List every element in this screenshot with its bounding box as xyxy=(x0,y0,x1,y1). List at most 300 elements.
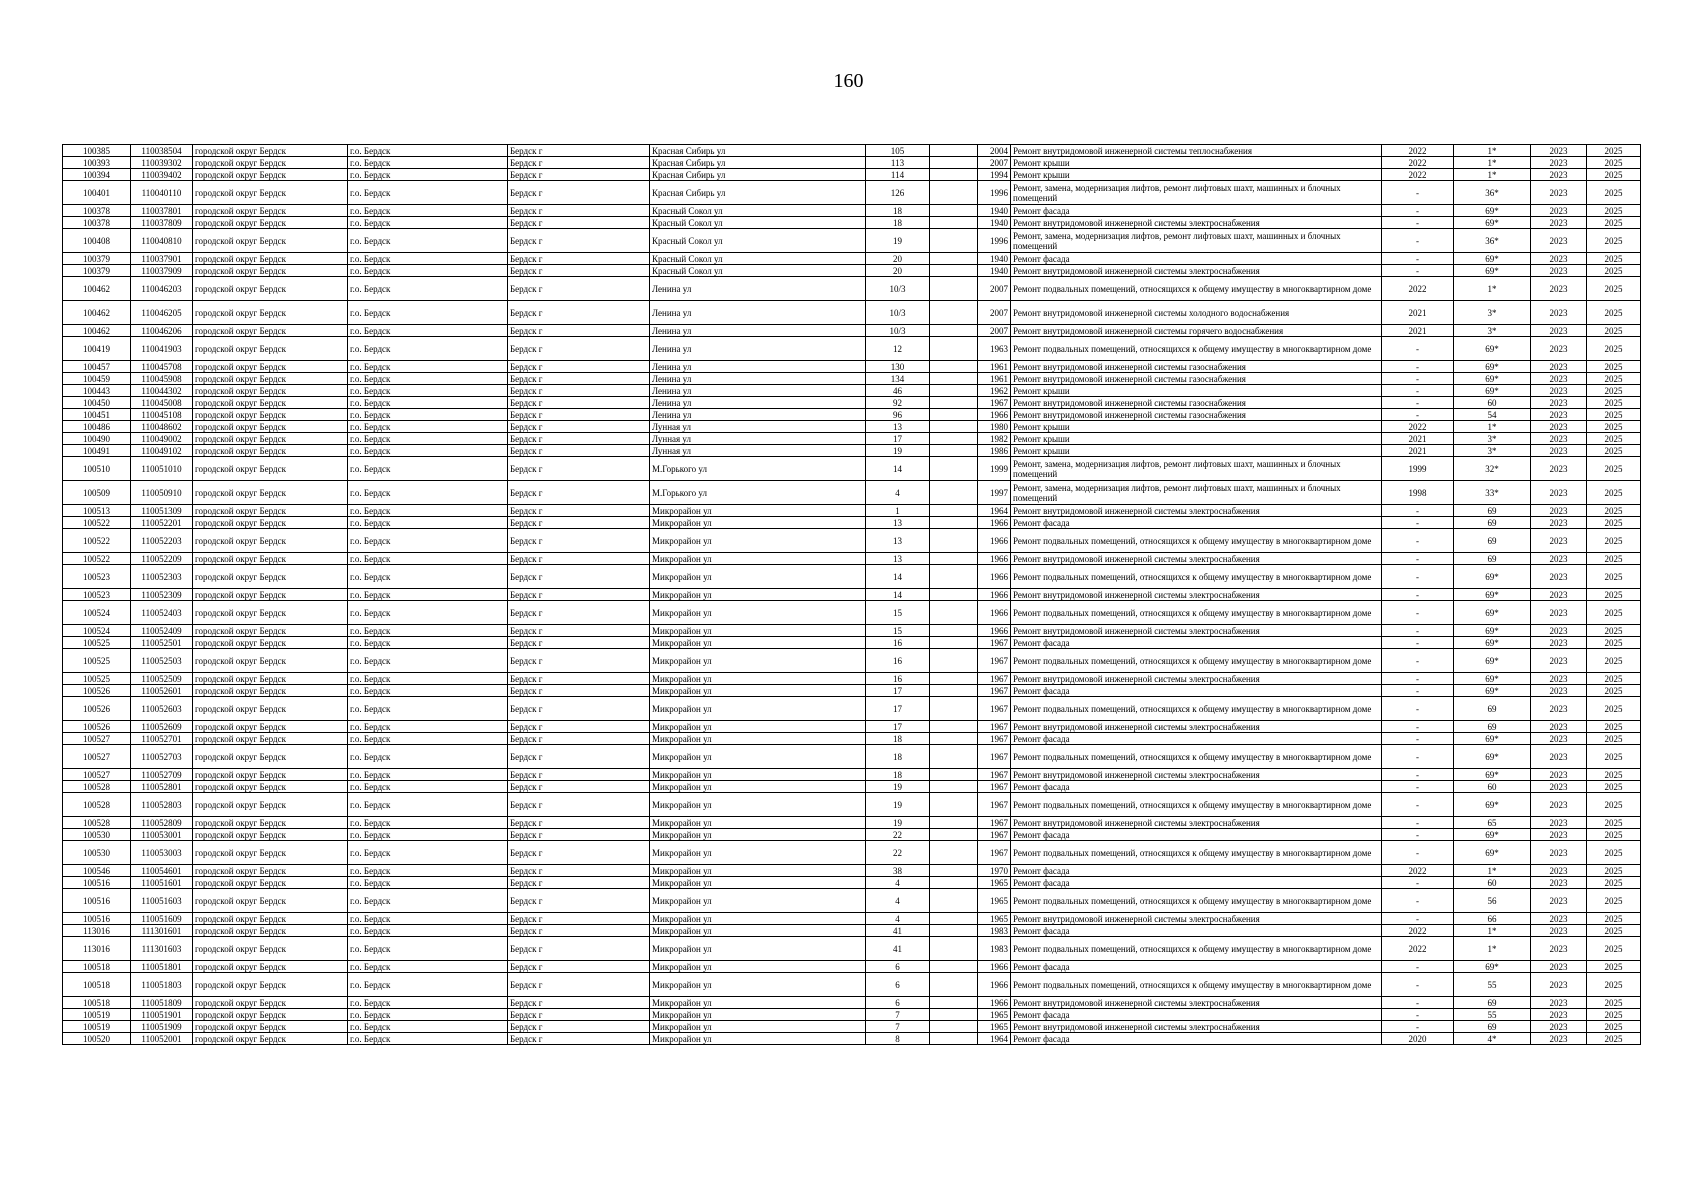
cell-city: Бердск г xyxy=(508,457,650,481)
cell-year-built: 1967 xyxy=(978,769,1011,781)
cell-end-year: 2025 xyxy=(1587,517,1641,529)
cell-work-id: 111301603 xyxy=(131,937,193,961)
cell-work-type: Ремонт внутридомовой инженерной системы горячего водоснабжения xyxy=(1011,325,1382,337)
cell-street: Ленина ул xyxy=(650,361,866,373)
cell-start-year: 2023 xyxy=(1531,793,1587,817)
cell-street: М.Горького ул xyxy=(650,481,866,505)
cell-work-type: Ремонт подвальных помещений, относящихся к общему имуществу в многоквартирном доме xyxy=(1011,337,1382,361)
cell-street: Ленина ул xyxy=(650,337,866,361)
cell-municipality: городской округ Бердск xyxy=(193,157,348,169)
cell-settlement: г.о. Бердск xyxy=(348,169,508,181)
cell-settlement: г.о. Бердск xyxy=(348,361,508,373)
cell-priority: 69* xyxy=(1454,565,1531,589)
cell-work-id: 110051609 xyxy=(131,913,193,925)
cell-year-built: 1966 xyxy=(978,565,1011,589)
table-row xyxy=(63,505,1641,517)
cell-end-year: 2025 xyxy=(1587,373,1641,385)
cell-settlement: г.о. Бердск xyxy=(348,301,508,325)
cell-house-number: 16 xyxy=(866,673,930,685)
cell-end-year: 2025 xyxy=(1587,433,1641,445)
cell-start-year: 2023 xyxy=(1531,517,1587,529)
cell-street: Ленина ул xyxy=(650,277,866,301)
cell-priority: 69 xyxy=(1454,553,1531,565)
table-row xyxy=(63,697,1641,721)
cell-city: Бердск г xyxy=(508,1033,650,1045)
cell-municipality: городской округ Бердск xyxy=(193,397,348,409)
cell-start-year: 2023 xyxy=(1531,697,1587,721)
cell-house-number: 17 xyxy=(866,697,930,721)
cell-work-id: 110037901 xyxy=(131,253,193,265)
cell-end-year: 2025 xyxy=(1587,997,1641,1009)
cell-settlement: г.о. Бердск xyxy=(348,373,508,385)
cell-work-type: Ремонт подвальных помещений, относящихся к общему имуществу в многоквартирном доме xyxy=(1011,973,1382,997)
cell-last-repair-year: 2022 xyxy=(1382,145,1454,157)
cell-start-year: 2023 xyxy=(1531,277,1587,301)
cell-priority: 69* xyxy=(1454,745,1531,769)
cell-priority: 69* xyxy=(1454,637,1531,649)
cell-work-id: 110053001 xyxy=(131,829,193,841)
cell-house-number: 18 xyxy=(866,205,930,217)
cell-street: Микрорайон ул xyxy=(650,505,866,517)
cell-city: Бердск г xyxy=(508,373,650,385)
cell-municipality: городской округ Бердск xyxy=(193,673,348,685)
cell-building xyxy=(930,673,978,685)
cell-end-year: 2025 xyxy=(1587,733,1641,745)
cell-work-id: 110046205 xyxy=(131,301,193,325)
cell-last-repair-year: - xyxy=(1382,229,1454,253)
cell-start-year: 2023 xyxy=(1531,913,1587,925)
cell-building xyxy=(930,553,978,565)
cell-end-year: 2025 xyxy=(1587,1033,1641,1045)
table-row xyxy=(63,217,1641,229)
cell-house-id: 100519 xyxy=(63,1021,131,1033)
table-row xyxy=(63,433,1641,445)
cell-municipality: городской округ Бердск xyxy=(193,841,348,865)
table-row xyxy=(63,565,1641,589)
cell-house-number: 13 xyxy=(866,553,930,565)
cell-work-type: Ремонт подвальных помещений, относящихся к общему имуществу в многоквартирном доме xyxy=(1011,649,1382,673)
cell-settlement: г.о. Бердск xyxy=(348,157,508,169)
cell-house-number: 4 xyxy=(866,877,930,889)
cell-building xyxy=(930,625,978,637)
cell-work-id: 110052409 xyxy=(131,625,193,637)
cell-building xyxy=(930,409,978,421)
cell-work-type: Ремонт крыши xyxy=(1011,157,1382,169)
table-row xyxy=(63,721,1641,733)
table-row xyxy=(63,385,1641,397)
cell-priority: 69* xyxy=(1454,205,1531,217)
cell-work-id: 110053003 xyxy=(131,841,193,865)
cell-house-number: 17 xyxy=(866,433,930,445)
cell-end-year: 2025 xyxy=(1587,457,1641,481)
table-row xyxy=(63,481,1641,505)
cell-building xyxy=(930,841,978,865)
cell-building xyxy=(930,997,978,1009)
cell-street: Микрорайон ул xyxy=(650,565,866,589)
cell-settlement: г.о. Бердск xyxy=(348,253,508,265)
cell-start-year: 2023 xyxy=(1531,457,1587,481)
cell-house-number: 13 xyxy=(866,421,930,433)
cell-start-year: 2023 xyxy=(1531,637,1587,649)
cell-house-id: 100525 xyxy=(63,637,131,649)
cell-work-type: Ремонт внутридомовой инженерной системы электроснабжения xyxy=(1011,625,1382,637)
cell-year-built: 1965 xyxy=(978,889,1011,913)
cell-work-id: 110039402 xyxy=(131,169,193,181)
cell-last-repair-year: - xyxy=(1382,361,1454,373)
cell-priority: 1* xyxy=(1454,169,1531,181)
cell-year-built: 1997 xyxy=(978,481,1011,505)
cell-building xyxy=(930,505,978,517)
cell-end-year: 2025 xyxy=(1587,145,1641,157)
cell-street: Микрорайон ул xyxy=(650,829,866,841)
cell-settlement: г.о. Бердск xyxy=(348,433,508,445)
cell-settlement: г.о. Бердск xyxy=(348,217,508,229)
cell-city: Бердск г xyxy=(508,673,650,685)
cell-house-id: 100527 xyxy=(63,745,131,769)
cell-work-id: 110051803 xyxy=(131,973,193,997)
table-row xyxy=(63,601,1641,625)
cell-building xyxy=(930,865,978,877)
cell-start-year: 2023 xyxy=(1531,505,1587,517)
cell-municipality: городской округ Бердск xyxy=(193,925,348,937)
cell-city: Бердск г xyxy=(508,829,650,841)
cell-end-year: 2025 xyxy=(1587,697,1641,721)
cell-city: Бердск г xyxy=(508,397,650,409)
cell-year-built: 1967 xyxy=(978,637,1011,649)
cell-end-year: 2025 xyxy=(1587,793,1641,817)
cell-house-number: 6 xyxy=(866,973,930,997)
cell-house-number: 14 xyxy=(866,589,930,601)
cell-settlement: г.о. Бердск xyxy=(348,865,508,877)
cell-house-id: 100378 xyxy=(63,217,131,229)
cell-street: Микрорайон ул xyxy=(650,721,866,733)
cell-municipality: городской округ Бердск xyxy=(193,601,348,625)
cell-start-year: 2023 xyxy=(1531,889,1587,913)
cell-settlement: г.о. Бердск xyxy=(348,529,508,553)
cell-settlement: г.о. Бердск xyxy=(348,445,508,457)
cell-priority: 69* xyxy=(1454,601,1531,625)
cell-municipality: городской округ Бердск xyxy=(193,217,348,229)
cell-municipality: городской округ Бердск xyxy=(193,277,348,301)
cell-start-year: 2023 xyxy=(1531,1021,1587,1033)
cell-building xyxy=(930,565,978,589)
table-row xyxy=(63,517,1641,529)
cell-work-id: 110052609 xyxy=(131,721,193,733)
cell-year-built: 1964 xyxy=(978,1033,1011,1045)
cell-street: Микрорайон ул xyxy=(650,913,866,925)
cell-work-type: Ремонт внутридомовой инженерной системы газоснабжения xyxy=(1011,397,1382,409)
cell-priority: 69* xyxy=(1454,265,1531,277)
cell-settlement: г.о. Бердск xyxy=(348,673,508,685)
cell-settlement: г.о. Бердск xyxy=(348,973,508,997)
cell-building xyxy=(930,601,978,625)
cell-city: Бердск г xyxy=(508,361,650,373)
cell-last-repair-year: - xyxy=(1382,1021,1454,1033)
table-row xyxy=(63,877,1641,889)
cell-municipality: городской округ Бердск xyxy=(193,961,348,973)
cell-work-type: Ремонт фасада xyxy=(1011,205,1382,217)
cell-municipality: городской округ Бердск xyxy=(193,745,348,769)
table-row xyxy=(63,1021,1641,1033)
cell-house-number: 41 xyxy=(866,937,930,961)
cell-last-repair-year: - xyxy=(1382,601,1454,625)
cell-city: Бердск г xyxy=(508,961,650,973)
cell-year-built: 1996 xyxy=(978,229,1011,253)
cell-priority: 69 xyxy=(1454,1021,1531,1033)
cell-city: Бердск г xyxy=(508,229,650,253)
cell-house-number: 8 xyxy=(866,1033,930,1045)
cell-municipality: городской округ Бердск xyxy=(193,229,348,253)
cell-priority: 55 xyxy=(1454,973,1531,997)
cell-year-built: 1966 xyxy=(978,961,1011,973)
cell-work-id: 110054601 xyxy=(131,865,193,877)
cell-last-repair-year: 2021 xyxy=(1382,301,1454,325)
cell-building xyxy=(930,325,978,337)
cell-settlement: г.о. Бердск xyxy=(348,277,508,301)
cell-end-year: 2025 xyxy=(1587,265,1641,277)
cell-building xyxy=(930,397,978,409)
cell-building xyxy=(930,925,978,937)
cell-priority: 69* xyxy=(1454,733,1531,745)
cell-last-repair-year: - xyxy=(1382,529,1454,553)
cell-house-number: 18 xyxy=(866,733,930,745)
cell-street: Микрорайон ул xyxy=(650,889,866,913)
cell-work-id: 110051809 xyxy=(131,997,193,1009)
cell-priority: 69 xyxy=(1454,517,1531,529)
cell-house-id: 100451 xyxy=(63,409,131,421)
cell-year-built: 1961 xyxy=(978,373,1011,385)
cell-house-id: 100516 xyxy=(63,889,131,913)
table-row xyxy=(63,913,1641,925)
cell-last-repair-year: 2022 xyxy=(1382,865,1454,877)
cell-house-number: 4 xyxy=(866,913,930,925)
cell-year-built: 1965 xyxy=(978,1009,1011,1021)
cell-house-id: 100486 xyxy=(63,421,131,433)
cell-building xyxy=(930,361,978,373)
cell-house-number: 12 xyxy=(866,337,930,361)
cell-year-built: 1967 xyxy=(978,685,1011,697)
cell-priority: 69* xyxy=(1454,625,1531,637)
table-row xyxy=(63,1033,1641,1045)
cell-street: М.Горького ул xyxy=(650,457,866,481)
cell-house-id: 100385 xyxy=(63,145,131,157)
cell-street: Ленина ул xyxy=(650,301,866,325)
cell-house-id: 100525 xyxy=(63,673,131,685)
cell-house-id: 100510 xyxy=(63,457,131,481)
cell-end-year: 2025 xyxy=(1587,625,1641,637)
table-row xyxy=(63,397,1641,409)
cell-last-repair-year: - xyxy=(1382,973,1454,997)
cell-start-year: 2023 xyxy=(1531,865,1587,877)
cell-street: Микрорайон ул xyxy=(650,937,866,961)
cell-work-id: 110052509 xyxy=(131,673,193,685)
table-row xyxy=(63,637,1641,649)
cell-priority: 69* xyxy=(1454,253,1531,265)
cell-work-type: Ремонт фасада xyxy=(1011,781,1382,793)
cell-end-year: 2025 xyxy=(1587,385,1641,397)
cell-year-built: 1966 xyxy=(978,625,1011,637)
cell-priority: 69* xyxy=(1454,217,1531,229)
cell-start-year: 2023 xyxy=(1531,625,1587,637)
cell-end-year: 2025 xyxy=(1587,565,1641,589)
cell-building xyxy=(930,205,978,217)
cell-work-id: 110040810 xyxy=(131,229,193,253)
cell-work-type: Ремонт фасада xyxy=(1011,961,1382,973)
cell-last-repair-year: 2022 xyxy=(1382,169,1454,181)
cell-street: Микрорайон ул xyxy=(650,1009,866,1021)
cell-settlement: г.о. Бердск xyxy=(348,769,508,781)
table-row xyxy=(63,649,1641,673)
cell-municipality: городской округ Бердск xyxy=(193,145,348,157)
cell-building xyxy=(930,1021,978,1033)
cell-house-id: 100527 xyxy=(63,769,131,781)
cell-street: Микрорайон ул xyxy=(650,841,866,865)
table-row xyxy=(63,925,1641,937)
cell-street: Микрорайон ул xyxy=(650,769,866,781)
cell-last-repair-year: - xyxy=(1382,553,1454,565)
cell-end-year: 2025 xyxy=(1587,589,1641,601)
cell-building xyxy=(930,913,978,925)
cell-municipality: городской округ Бердск xyxy=(193,817,348,829)
cell-settlement: г.о. Бердск xyxy=(348,829,508,841)
cell-municipality: городской округ Бердск xyxy=(193,265,348,277)
cell-work-id: 110041903 xyxy=(131,337,193,361)
table-row xyxy=(63,373,1641,385)
cell-last-repair-year: - xyxy=(1382,997,1454,1009)
cell-start-year: 2023 xyxy=(1531,745,1587,769)
cell-work-id: 110051801 xyxy=(131,961,193,973)
cell-last-repair-year: - xyxy=(1382,637,1454,649)
cell-city: Бердск г xyxy=(508,529,650,553)
cell-year-built: 1966 xyxy=(978,553,1011,565)
cell-end-year: 2025 xyxy=(1587,337,1641,361)
cell-work-id: 110051603 xyxy=(131,889,193,913)
cell-building xyxy=(930,817,978,829)
table-row xyxy=(63,229,1641,253)
cell-start-year: 2023 xyxy=(1531,673,1587,685)
table-row xyxy=(63,973,1641,997)
cell-work-type: Ремонт крыши xyxy=(1011,169,1382,181)
cell-year-built: 2007 xyxy=(978,325,1011,337)
cell-work-type: Ремонт внутридомовой инженерной системы электроснабжения xyxy=(1011,1021,1382,1033)
cell-settlement: г.о. Бердск xyxy=(348,229,508,253)
cell-end-year: 2025 xyxy=(1587,205,1641,217)
cell-year-built: 1986 xyxy=(978,445,1011,457)
cell-end-year: 2025 xyxy=(1587,745,1641,769)
cell-settlement: г.о. Бердск xyxy=(348,961,508,973)
cell-work-type: Ремонт, замена, модернизация лифтов, ремонт лифтовых шахт, машинных и блочных помещений xyxy=(1011,181,1382,205)
cell-priority: 33* xyxy=(1454,481,1531,505)
cell-work-id: 110051901 xyxy=(131,1009,193,1021)
cell-house-id: 100522 xyxy=(63,553,131,565)
cell-street: Микрорайон ул xyxy=(650,625,866,637)
table-row xyxy=(63,1009,1641,1021)
cell-last-repair-year: - xyxy=(1382,877,1454,889)
cell-street: Ленина ул xyxy=(650,373,866,385)
cell-municipality: городской округ Бердск xyxy=(193,637,348,649)
cell-house-number: 92 xyxy=(866,397,930,409)
cell-settlement: г.о. Бердск xyxy=(348,733,508,745)
cell-city: Бердск г xyxy=(508,265,650,277)
cell-start-year: 2023 xyxy=(1531,301,1587,325)
cell-priority: 3* xyxy=(1454,325,1531,337)
cell-settlement: г.о. Бердск xyxy=(348,565,508,589)
cell-work-type: Ремонт подвальных помещений, относящихся к общему имуществу в многоквартирном доме xyxy=(1011,277,1382,301)
cell-city: Бердск г xyxy=(508,745,650,769)
cell-city: Бердск г xyxy=(508,517,650,529)
cell-house-id: 100526 xyxy=(63,697,131,721)
cell-house-number: 130 xyxy=(866,361,930,373)
table-row xyxy=(63,817,1641,829)
cell-municipality: городской округ Бердск xyxy=(193,433,348,445)
cell-start-year: 2023 xyxy=(1531,589,1587,601)
cell-street: Ленина ул xyxy=(650,385,866,397)
cell-street: Микрорайон ул xyxy=(650,925,866,937)
cell-work-type: Ремонт подвальных помещений, относящихся к общему имуществу в многоквартирном доме xyxy=(1011,745,1382,769)
cell-priority: 66 xyxy=(1454,913,1531,925)
cell-building xyxy=(930,445,978,457)
cell-priority: 60 xyxy=(1454,397,1531,409)
cell-start-year: 2023 xyxy=(1531,445,1587,457)
cell-municipality: городской округ Бердск xyxy=(193,169,348,181)
cell-house-number: 19 xyxy=(866,793,930,817)
cell-year-built: 1967 xyxy=(978,745,1011,769)
cell-year-built: 1967 xyxy=(978,733,1011,745)
cell-work-id: 110052403 xyxy=(131,601,193,625)
cell-municipality: городской округ Бердск xyxy=(193,937,348,961)
cell-priority: 60 xyxy=(1454,781,1531,793)
cell-year-built: 1967 xyxy=(978,649,1011,673)
cell-settlement: г.о. Бердск xyxy=(348,889,508,913)
cell-city: Бердск г xyxy=(508,1009,650,1021)
cell-street: Микрорайон ул xyxy=(650,601,866,625)
cell-last-repair-year: - xyxy=(1382,625,1454,637)
cell-end-year: 2025 xyxy=(1587,817,1641,829)
cell-building xyxy=(930,1009,978,1021)
table-row xyxy=(63,409,1641,421)
cell-house-id: 100523 xyxy=(63,565,131,589)
table-row xyxy=(63,361,1641,373)
cell-settlement: г.о. Бердск xyxy=(348,781,508,793)
cell-start-year: 2023 xyxy=(1531,253,1587,265)
cell-work-id: 110051909 xyxy=(131,1021,193,1033)
cell-city: Бердск г xyxy=(508,181,650,205)
table-row xyxy=(63,421,1641,433)
cell-house-id: 100518 xyxy=(63,997,131,1009)
cell-street: Микрорайон ул xyxy=(650,685,866,697)
table-row xyxy=(63,829,1641,841)
cell-street: Микрорайон ул xyxy=(650,793,866,817)
cell-municipality: городской округ Бердск xyxy=(193,973,348,997)
cell-start-year: 2023 xyxy=(1531,409,1587,421)
table-row xyxy=(63,937,1641,961)
cell-start-year: 2023 xyxy=(1531,169,1587,181)
cell-priority: 69 xyxy=(1454,529,1531,553)
cell-settlement: г.о. Бердск xyxy=(348,337,508,361)
table-row xyxy=(63,553,1641,565)
cell-start-year: 2023 xyxy=(1531,397,1587,409)
cell-municipality: городской округ Бердск xyxy=(193,421,348,433)
cell-city: Бердск г xyxy=(508,565,650,589)
cell-city: Бердск г xyxy=(508,337,650,361)
table-row xyxy=(63,961,1641,973)
cell-work-type: Ремонт фасада xyxy=(1011,829,1382,841)
cell-house-number: 19 xyxy=(866,817,930,829)
cell-house-id: 100520 xyxy=(63,1033,131,1045)
cell-work-type: Ремонт фасада xyxy=(1011,925,1382,937)
cell-year-built: 1983 xyxy=(978,937,1011,961)
cell-municipality: городской округ Бердск xyxy=(193,445,348,457)
